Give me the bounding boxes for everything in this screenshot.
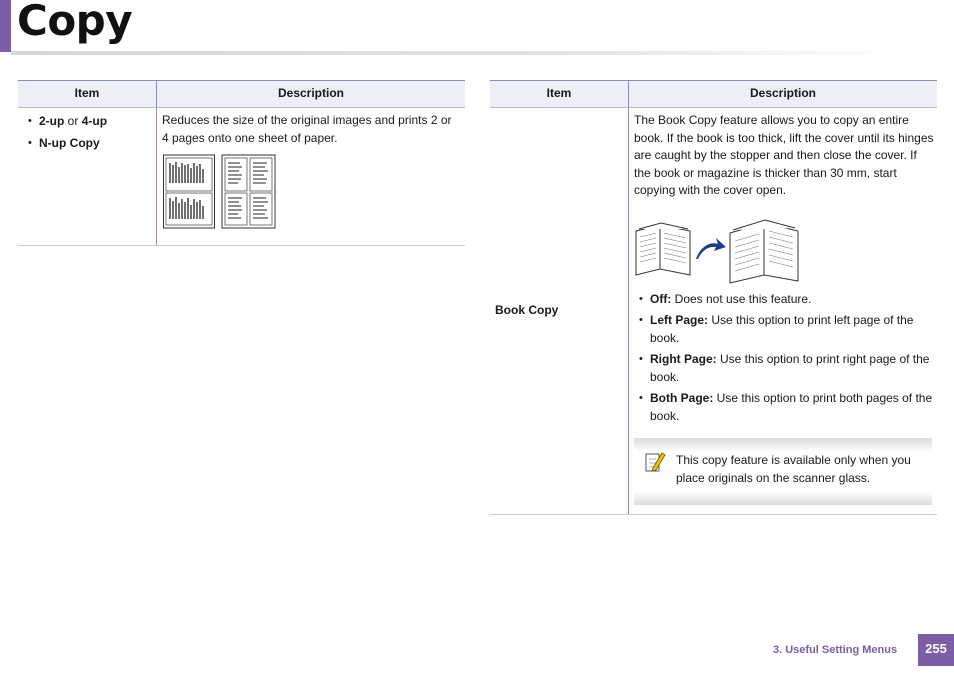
header-description: Description xyxy=(157,81,466,108)
list-item: • Off: Does not use this feature. xyxy=(634,291,936,309)
header-item: Item xyxy=(490,81,629,108)
list-item: • N-up Copy xyxy=(23,135,156,153)
book-copy-description: The Book Copy feature allows you to copy an entire book. If the book is too thick, lift the cover until its hinges are caught by the stopper and then close the cover. If the book or magazine is thicker than 30 mm, start copying with the cover open. xyxy=(634,113,934,197)
list-item: • Both Page: Use this option to print both pages of the book. xyxy=(634,390,936,425)
footer-chapter: 3. Useful Setting Menus xyxy=(773,644,898,656)
page-title: Copy xyxy=(17,0,133,45)
page-number: 255 xyxy=(918,634,954,666)
item-cell xyxy=(18,108,157,246)
book-copy-table xyxy=(490,80,937,515)
note-pencil-icon xyxy=(644,450,666,474)
header-accent-bar xyxy=(0,0,11,52)
table-row xyxy=(490,108,937,515)
title-rule xyxy=(11,51,916,55)
book-copy-label: Book Copy xyxy=(495,303,559,318)
note-text: This copy feature is available only when you place originals on the scanner glass. xyxy=(676,453,911,485)
nup-illustration xyxy=(162,153,282,233)
nup-description: Reduces the size of the original images and prints 2 or 4 pages onto one sheet of paper. xyxy=(162,113,452,145)
description-cell xyxy=(629,108,938,515)
list-item: • Right Page: Use this option to print right page of the book. xyxy=(634,351,936,386)
header-item: Item xyxy=(18,81,157,108)
list-item: • 2-up or 4-up xyxy=(23,113,156,131)
item-cell xyxy=(490,108,629,515)
book-copy-illustration xyxy=(634,217,804,285)
description-cell xyxy=(157,108,466,246)
header-description: Description xyxy=(629,81,938,108)
list-item: • Left Page: Use this option to print left page of the book. xyxy=(634,312,936,347)
table-row xyxy=(18,108,465,246)
nup-table xyxy=(18,80,465,246)
note-box xyxy=(634,438,932,505)
